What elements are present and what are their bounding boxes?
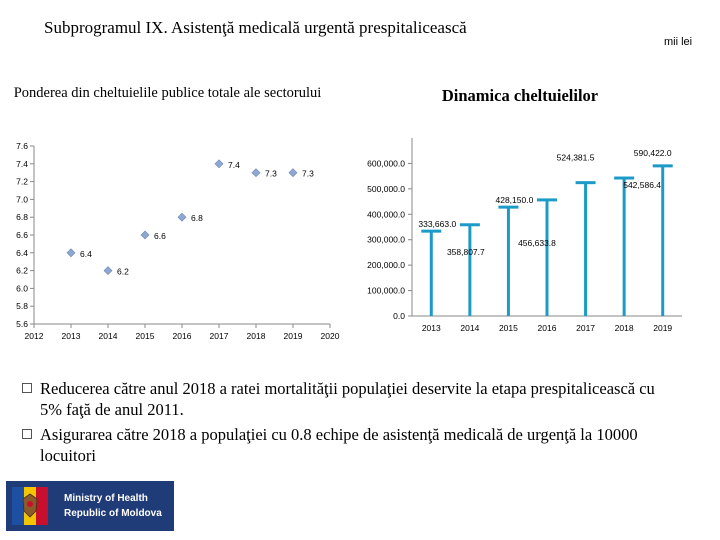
x-tick-label: 2019 bbox=[653, 323, 673, 333]
y-tick-label: 5.6 bbox=[16, 319, 28, 329]
y-tick-label: 500,000.0 bbox=[367, 183, 405, 194]
x-tick-label: 2015 bbox=[135, 331, 155, 341]
x-tick-label: 2020 bbox=[320, 331, 340, 341]
bar-cap bbox=[421, 230, 441, 233]
x-tick-label: 2016 bbox=[172, 331, 192, 341]
data-point bbox=[252, 169, 260, 177]
data-label: 6.4 bbox=[80, 248, 92, 259]
x-tick-label: 2018 bbox=[246, 331, 266, 341]
y-tick-label: 6.8 bbox=[16, 212, 28, 223]
x-tick-label: 2014 bbox=[98, 331, 118, 341]
y-tick-label: 5.8 bbox=[16, 301, 28, 312]
bar bbox=[430, 231, 433, 316]
data-label: 524,381.5 bbox=[556, 152, 595, 163]
data-point bbox=[67, 249, 75, 257]
x-tick-label: 2013 bbox=[421, 323, 441, 333]
y-tick-label: 6.2 bbox=[16, 265, 28, 276]
bar bbox=[623, 178, 626, 316]
bullet-text: Reducerea către anul 2018 a ratei mortalităţii populaţiei deservite la etapa prespitalicească cu 5% faţă de anul 2011. bbox=[40, 379, 655, 419]
logo-line-1: Ministry of Health bbox=[64, 493, 148, 504]
bar bbox=[546, 200, 549, 316]
data-label: 333,663.0 bbox=[418, 219, 457, 230]
unit-label: mii lei bbox=[664, 36, 693, 48]
bullet-text: Asigurarea către 2018 a populaţiei cu 0.8 echipe de asistenţă medicală de urgenţă la 10000 locuitori bbox=[40, 425, 638, 465]
left-chart-title: Ponderea din cheltuielile publice totale ale sectorului bbox=[13, 85, 322, 101]
data-label: 456,633.8 bbox=[518, 237, 556, 248]
y-tick-label: 200,000.0 bbox=[367, 260, 405, 271]
x-tick-label: 2017 bbox=[576, 323, 596, 333]
data-label: 590,422.0 bbox=[633, 147, 672, 158]
right-chart-title: Dinamica cheltuielilor bbox=[441, 86, 599, 105]
data-point bbox=[289, 169, 297, 177]
bar-cap bbox=[576, 181, 596, 184]
bar-cap bbox=[498, 206, 518, 209]
y-tick-label: 7.4 bbox=[16, 158, 28, 169]
y-tick-label: 400,000.0 bbox=[367, 209, 405, 220]
bar bbox=[661, 166, 664, 316]
data-label: 7.3 bbox=[265, 168, 277, 179]
data-label: 6.6 bbox=[154, 231, 166, 241]
y-tick-label: 7.2 bbox=[16, 176, 28, 187]
bullet-item bbox=[22, 378, 672, 420]
data-point bbox=[104, 267, 112, 275]
logo-line-2: Republic of Moldova bbox=[64, 508, 162, 519]
checkbox-icon bbox=[22, 383, 32, 393]
data-label: 542,586.4 bbox=[623, 180, 662, 191]
data-label: 428,150.0 bbox=[495, 195, 534, 206]
y-tick-label: 6.4 bbox=[16, 247, 28, 258]
x-tick-label: 2012 bbox=[24, 331, 44, 341]
data-label: 6.2 bbox=[117, 266, 129, 277]
y-tick-label: 7.6 bbox=[16, 141, 28, 151]
data-point bbox=[178, 213, 186, 221]
y-tick-label: 6.6 bbox=[16, 230, 28, 240]
data-label: 7.4 bbox=[228, 159, 240, 170]
checkbox-icon bbox=[22, 429, 32, 439]
x-tick-label: 2015 bbox=[498, 323, 518, 333]
bar-cap bbox=[460, 223, 480, 226]
data-point bbox=[141, 231, 149, 239]
x-tick-label: 2017 bbox=[209, 331, 229, 341]
y-tick-label: 6.0 bbox=[16, 283, 28, 294]
y-tick-label: 0.0 bbox=[393, 311, 405, 321]
data-label: 358,807.7 bbox=[446, 246, 485, 257]
page-title: Subprogramul IX. Asistenţă medicală urgentă prespitalicească bbox=[44, 18, 467, 37]
x-tick-label: 2019 bbox=[283, 331, 303, 341]
x-tick-label: 2018 bbox=[614, 323, 634, 333]
bar bbox=[584, 183, 587, 316]
bar bbox=[468, 225, 471, 316]
data-label: 6.8 bbox=[191, 213, 203, 224]
y-tick-label: 600,000.0 bbox=[367, 158, 405, 169]
y-tick-label: 100,000.0 bbox=[367, 285, 405, 296]
bar bbox=[507, 207, 510, 316]
spending-bar-chart bbox=[352, 128, 718, 350]
x-tick-label: 2016 bbox=[537, 323, 557, 333]
bar-cap bbox=[653, 164, 673, 167]
x-tick-label: 2013 bbox=[61, 331, 81, 341]
data-label: 7.3 bbox=[302, 168, 314, 179]
bullet-item bbox=[22, 424, 672, 466]
data-point bbox=[215, 160, 223, 168]
x-tick-label: 2014 bbox=[460, 323, 480, 333]
bar-cap bbox=[537, 198, 557, 201]
y-tick-label: 300,000.0 bbox=[367, 234, 405, 245]
share-scatter-chart bbox=[0, 130, 350, 350]
ministry-logo bbox=[6, 481, 174, 531]
y-tick-label: 7.0 bbox=[16, 194, 28, 205]
bullet-list bbox=[22, 378, 672, 470]
moldova-coat-of-arms-icon bbox=[12, 487, 48, 525]
